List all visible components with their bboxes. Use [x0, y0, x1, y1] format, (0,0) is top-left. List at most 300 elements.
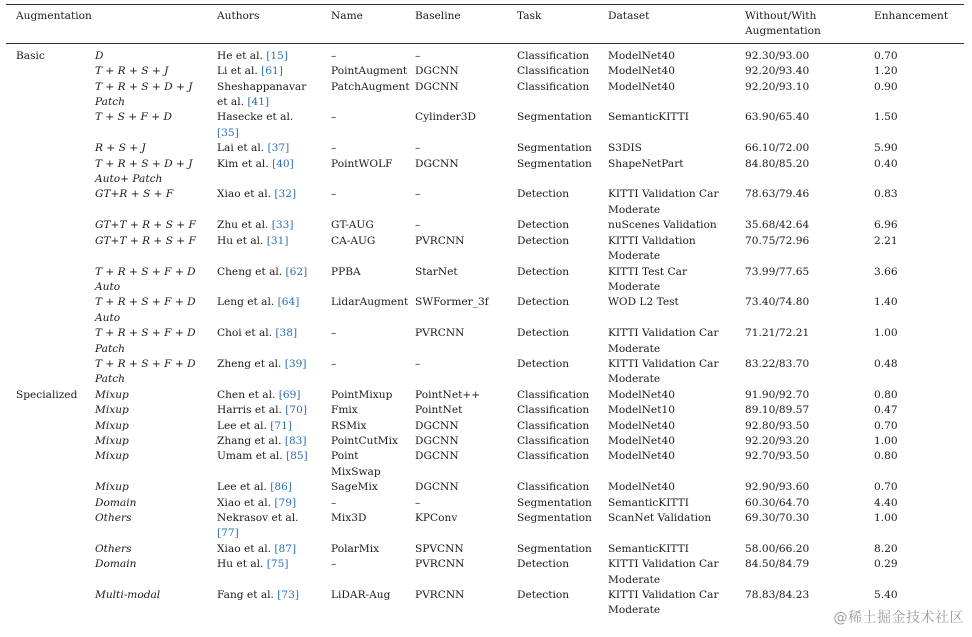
augmentation-cell: T + S + F + D — [95, 111, 173, 124]
baseline-cell: DGCNN — [415, 434, 459, 447]
method-name-cell: Mix3D — [331, 512, 367, 524]
method-name-cell: GT-AUG — [331, 219, 374, 232]
author-name: Lee et al. — [217, 481, 267, 494]
column-header — [85, 5, 207, 44]
table-row — [6, 326, 964, 357]
column-header: Without/With Augmentation — [735, 5, 864, 44]
task-cell: Detection — [517, 589, 570, 602]
category-cell — [6, 265, 85, 296]
category-cell — [6, 218, 85, 233]
table-row — [6, 449, 964, 480]
method-name-cell: PointWOLF — [331, 157, 393, 170]
without-with-cell: 35.68/42.64 — [745, 219, 810, 232]
method-name-cell: – — [331, 327, 337, 340]
task-cell: Segmentation — [517, 111, 592, 124]
table-row — [6, 588, 964, 619]
baseline-cell: – — [415, 142, 421, 155]
baseline-cell: DGCNN — [415, 65, 459, 78]
category-cell — [6, 449, 85, 480]
table-row — [6, 403, 964, 418]
dataset-cell: SemanticKITTI — [608, 111, 689, 124]
enhancement-cell: 0.29 — [874, 558, 898, 571]
without-with-cell: 60.30/64.70 — [745, 496, 810, 509]
enhancement-cell: 0.48 — [874, 357, 898, 370]
task-cell: Classification — [517, 404, 590, 417]
table-row — [6, 496, 964, 511]
without-with-cell: 71.21/72.21 — [745, 327, 810, 340]
augmentation-cell: Others — [95, 512, 132, 524]
augmentation-cell: T + R + S + D + J Patch — [95, 80, 193, 109]
enhancement-cell: 0.40 — [874, 157, 898, 170]
dataset-cell: KITTI Validation Car Moderate — [608, 357, 719, 386]
category-cell — [6, 141, 85, 156]
baseline-cell: – — [415, 188, 421, 201]
table-row — [6, 110, 964, 141]
author-cell — [207, 388, 321, 403]
author-name: Hu et al. — [217, 558, 264, 571]
task-cell: Segmentation — [517, 142, 592, 155]
enhancement-cell: 0.47 — [874, 404, 898, 417]
table-row — [6, 157, 964, 188]
enhancement-cell: 0.70 — [874, 49, 898, 62]
baseline-cell: PVRCNN — [415, 558, 465, 571]
citation-link[interactable]: [71] — [270, 419, 293, 432]
category-cell — [6, 64, 85, 79]
baseline-cell: DGCNN — [415, 481, 459, 494]
author-cell — [207, 80, 321, 111]
author-cell — [207, 43, 321, 64]
method-name-cell: – — [331, 49, 337, 62]
author-name: Xiao et al. — [217, 542, 271, 555]
task-cell: Classification — [517, 65, 590, 78]
author-cell — [207, 542, 321, 557]
category-cell — [6, 157, 85, 188]
method-name-cell: – — [331, 357, 337, 370]
dataset-cell: ModelNet40 — [608, 65, 675, 78]
category-cell — [6, 496, 85, 511]
category-cell — [6, 234, 85, 265]
method-name-cell: PointCutMix — [331, 434, 398, 447]
column-header: Task — [507, 5, 598, 44]
author-name: Sheshappanavar et al. — [217, 80, 307, 109]
enhancement-cell: 3.66 — [874, 265, 898, 278]
baseline-cell: – — [415, 49, 421, 62]
dataset-cell: KITTI Test Car Moderate — [608, 265, 688, 293]
task-cell: Detection — [517, 558, 570, 571]
augmentation-cell: T + R + S + F + D Patch — [95, 327, 196, 355]
without-with-cell: 92.80/93.50 — [745, 419, 810, 432]
augmentation-cell: GT+T + R + S + F — [95, 234, 196, 247]
enhancement-cell: 1.20 — [874, 65, 898, 78]
dataset-cell: KITTI Validation Moderate — [608, 234, 696, 263]
author-name: Umam et al. — [217, 450, 283, 463]
without-with-cell: 92.90/93.60 — [745, 481, 810, 494]
dataset-cell: KITTI Validation Car Moderate — [608, 188, 719, 216]
dataset-cell: ModelNet40 — [608, 419, 675, 432]
column-header: Augmentation — [6, 5, 85, 44]
method-name-cell: LiDAR-Aug — [331, 589, 391, 602]
augmentation-cell: T + R + S + J — [95, 65, 169, 78]
baseline-cell: SWFormer_3f — [415, 296, 489, 309]
author-name: Xiao et al. — [217, 188, 271, 201]
citation-link[interactable]: [75] — [266, 558, 289, 571]
author-cell — [207, 157, 321, 188]
table-row — [6, 295, 964, 326]
table-row — [6, 234, 964, 265]
task-cell: Detection — [517, 265, 570, 278]
citation-link[interactable]: [37] — [267, 142, 290, 155]
method-name-cell: LidarAugment — [331, 296, 409, 309]
author-name: Zhang et al. — [217, 434, 282, 447]
citation-link[interactable]: [39] — [284, 357, 307, 370]
category-cell — [6, 588, 85, 619]
without-with-cell: 84.80/85.20 — [745, 157, 810, 170]
dataset-cell: KITTI Validation Car Moderate — [608, 589, 719, 617]
dataset-cell: S3DIS — [608, 142, 642, 155]
citation-link[interactable]: [61] — [261, 65, 283, 78]
citation-link[interactable]: [15] — [266, 49, 288, 62]
task-cell: Detection — [517, 219, 570, 232]
task-cell: Classification — [517, 419, 590, 432]
without-with-cell: 91.90/92.70 — [745, 388, 810, 401]
author-name: Choi et al. — [217, 327, 273, 340]
table-row — [6, 43, 964, 64]
task-cell: Segmentation — [517, 496, 592, 509]
enhancement-cell: 2.21 — [874, 234, 898, 247]
enhancement-cell: 4.40 — [874, 496, 898, 509]
augmentation-cell: Mixup — [95, 419, 129, 432]
author-name: Chen et al. — [217, 388, 276, 401]
category-cell — [6, 187, 85, 218]
author-name: Kim et al. — [217, 157, 269, 170]
table-row — [6, 187, 964, 218]
enhancement-cell: 1.00 — [874, 327, 898, 340]
method-name-cell: CA-AUG — [331, 234, 376, 247]
without-with-cell: 73.99/77.65 — [745, 265, 810, 278]
category-cell — [6, 110, 85, 141]
author-cell — [207, 218, 321, 233]
category-cell — [6, 80, 85, 111]
without-with-cell: 83.22/83.70 — [745, 357, 810, 370]
augmentation-cell: GT+T + R + S + F — [95, 219, 196, 232]
baseline-cell: PointNet++ — [415, 388, 481, 401]
author-name: Nekrasov et al. — [217, 512, 299, 524]
without-with-cell: 92.20/93.40 — [745, 65, 810, 78]
augmentation-cell: Domain — [95, 558, 137, 571]
dataset-cell: SemanticKITTI — [608, 496, 689, 509]
table-row — [6, 511, 964, 542]
task-cell: Classification — [517, 49, 590, 62]
dataset-cell: KITTI Validation Car Moderate — [608, 327, 719, 355]
augmentation-cell: Mixup — [95, 434, 129, 447]
baseline-cell: DGCNN — [415, 80, 459, 93]
enhancement-cell: 8.20 — [874, 542, 898, 555]
author-cell — [207, 187, 321, 218]
augmentation-cell: Domain — [95, 496, 137, 509]
author-cell — [207, 357, 321, 388]
table-row — [6, 434, 964, 449]
category-cell — [6, 434, 85, 449]
dataset-cell: ModelNet40 — [608, 481, 675, 494]
enhancement-cell: 0.80 — [874, 388, 898, 401]
author-cell — [207, 419, 321, 434]
dataset-cell: ModelNet40 — [608, 80, 675, 93]
baseline-cell: – — [415, 219, 421, 232]
category-cell: Specialized — [16, 388, 78, 401]
baseline-cell: StarNet — [415, 265, 458, 278]
task-cell: Classification — [517, 434, 590, 447]
citation-link[interactable]: [83] — [284, 434, 307, 447]
table-row — [6, 388, 964, 403]
augmentation-table — [6, 4, 964, 619]
augmentation-cell: T + R + S + F + D Auto — [95, 296, 196, 324]
without-with-cell: 92.70/93.50 — [745, 450, 810, 463]
author-cell — [207, 511, 321, 542]
enhancement-cell: 0.83 — [874, 188, 898, 201]
author-name: Xiao et al. — [217, 496, 271, 509]
method-name-cell: SageMix — [331, 481, 378, 494]
method-name-cell: PointMixup — [331, 388, 393, 401]
without-with-cell: 78.63/79.46 — [745, 188, 810, 201]
task-cell: Classification — [517, 388, 590, 401]
enhancement-cell: 1.50 — [874, 111, 898, 124]
without-with-cell: 63.90/65.40 — [745, 111, 810, 124]
table-row — [6, 357, 964, 388]
augmentation-cell: Multi-modal — [95, 589, 161, 602]
baseline-cell: PVRCNN — [415, 589, 465, 602]
augmentation-cell: Mixup — [95, 450, 129, 463]
task-cell: Classification — [517, 80, 590, 93]
enhancement-cell: 0.90 — [874, 80, 898, 93]
category-cell — [6, 480, 85, 495]
task-cell: Detection — [517, 357, 570, 370]
dataset-cell: WOD L2 Test — [608, 296, 679, 309]
method-name-cell: PointAugment — [331, 65, 408, 78]
category-cell — [6, 295, 85, 326]
category-cell: Basic — [16, 49, 45, 62]
task-cell: Detection — [517, 188, 570, 201]
without-with-cell: 84.50/84.79 — [745, 558, 810, 571]
baseline-cell: DGCNN — [415, 157, 459, 170]
task-cell: Classification — [517, 481, 590, 494]
citation-link[interactable]: [73] — [277, 589, 300, 602]
category-cell — [6, 357, 85, 388]
author-cell — [207, 326, 321, 357]
without-with-cell: 66.10/72.00 — [745, 142, 810, 155]
author-name: Lai et al. — [217, 142, 265, 155]
method-name-cell: PolarMix — [331, 542, 380, 555]
method-name-cell: RSMix — [331, 419, 367, 432]
citation-link[interactable]: [40] — [272, 157, 294, 170]
dataset-cell: ShapeNetPart — [608, 157, 684, 170]
without-with-cell: 73.40/74.80 — [745, 296, 810, 309]
citation-link[interactable]: [87] — [274, 542, 297, 555]
author-cell — [207, 434, 321, 449]
author-cell — [207, 449, 321, 480]
column-header: Name — [321, 5, 405, 44]
augmentation-cell: Mixup — [95, 481, 129, 494]
dataset-cell: nuScenes Validation — [608, 219, 717, 232]
without-with-cell: 70.75/72.96 — [745, 234, 810, 247]
baseline-cell: PointNet — [415, 404, 463, 417]
enhancement-cell: 0.70 — [874, 481, 898, 494]
without-with-cell: 78.83/84.23 — [745, 589, 810, 602]
enhancement-cell: 1.40 — [874, 296, 898, 309]
table-row — [6, 64, 964, 79]
augmentation-cell: Mixup — [95, 388, 129, 401]
augmentation-cell: R + S + J — [95, 142, 146, 155]
method-name-cell: Point MixSwap — [331, 450, 381, 478]
author-cell — [207, 141, 321, 156]
author-cell — [207, 557, 321, 588]
citation-link[interactable]: [33] — [271, 219, 294, 232]
dataset-cell: SemanticKITTI — [608, 542, 689, 555]
author-cell — [207, 234, 321, 265]
citation-link[interactable]: [70] — [285, 404, 307, 417]
table-row — [6, 218, 964, 233]
citation-link[interactable]: [77] — [217, 527, 239, 540]
author-name: Lee et al. — [217, 419, 267, 432]
task-cell: Segmentation — [517, 542, 592, 555]
column-header: Baseline — [405, 5, 507, 44]
table-row — [6, 542, 964, 557]
table-row — [6, 557, 964, 588]
citation-link[interactable]: [86] — [270, 481, 293, 494]
watermark: @稀土掘金技术社区 — [833, 610, 964, 626]
method-name-cell: – — [331, 111, 337, 124]
table-row — [6, 141, 964, 156]
column-header: Enhancement — [864, 5, 964, 44]
without-with-cell: 92.30/93.00 — [745, 49, 810, 62]
dataset-cell: ModelNet40 — [608, 450, 675, 463]
augmentation-cell: GT+R + S + F — [95, 188, 174, 201]
category-cell — [6, 542, 85, 557]
baseline-cell: – — [415, 357, 421, 370]
author-name: Hasecke et al. — [217, 111, 294, 124]
augmentation-cell: T + R + S + D + J Auto+ Patch — [95, 157, 193, 186]
augmentation-cell: T + R + S + F + D Patch — [95, 357, 196, 386]
column-header: Authors — [207, 5, 321, 44]
enhancement-cell: 5.40 — [874, 589, 898, 602]
category-cell — [6, 557, 85, 588]
citation-link[interactable]: [62] — [285, 265, 308, 278]
baseline-cell: SPVCNN — [415, 542, 464, 555]
author-name: Hu et al. — [217, 234, 264, 247]
author-cell — [207, 496, 321, 511]
task-cell: Classification — [517, 450, 590, 463]
author-cell — [207, 64, 321, 79]
task-cell: Detection — [517, 234, 570, 247]
augmentation-cell: D — [95, 49, 104, 62]
enhancement-cell: 1.00 — [874, 512, 898, 524]
baseline-cell: DGCNN — [415, 419, 459, 432]
dataset-cell: ModelNet40 — [608, 49, 675, 62]
augmentation-cell: Mixup — [95, 404, 129, 417]
citation-link[interactable]: [32] — [274, 188, 297, 201]
method-name-cell: – — [331, 558, 337, 571]
without-with-cell: 89.10/89.57 — [745, 404, 810, 417]
without-with-cell: 58.00/66.20 — [745, 542, 810, 555]
baseline-cell: PVRCNN — [415, 234, 465, 247]
baseline-cell: KPConv — [415, 512, 458, 524]
method-name-cell: – — [331, 142, 337, 155]
column-header: Dataset — [598, 5, 735, 44]
citation-link[interactable]: [31] — [266, 234, 289, 247]
table-row — [6, 265, 964, 296]
author-name: Li et al. — [217, 65, 258, 78]
dataset-cell: ScanNet Validation — [608, 512, 712, 524]
author-name: Zhu et al. — [217, 219, 269, 232]
enhancement-cell: 1.00 — [874, 434, 898, 447]
author-name: Harris et al. — [217, 404, 282, 417]
author-cell — [207, 588, 321, 619]
category-cell — [6, 403, 85, 418]
augmentation-cell: Others — [95, 542, 132, 555]
baseline-cell: PVRCNN — [415, 327, 465, 340]
table-body — [6, 43, 964, 619]
author-cell — [207, 403, 321, 418]
category-cell — [6, 419, 85, 434]
table-header — [6, 5, 964, 44]
enhancement-cell: 0.80 — [874, 450, 898, 463]
author-name: Zheng et al. — [217, 357, 282, 370]
citation-link[interactable]: [69] — [278, 388, 301, 401]
author-cell — [207, 110, 321, 141]
enhancement-cell: 0.70 — [874, 419, 898, 432]
citation-link[interactable]: [79] — [274, 496, 297, 509]
without-with-cell: 69.30/70.30 — [745, 512, 810, 524]
author-name: Leng et al. — [217, 296, 275, 309]
enhancement-cell: 5.90 — [874, 142, 898, 155]
method-name-cell: Fmix — [331, 404, 358, 417]
author-cell — [207, 295, 321, 326]
baseline-cell: DGCNN — [415, 450, 459, 463]
task-cell: Segmentation — [517, 512, 592, 524]
citation-link[interactable]: [85] — [286, 450, 308, 463]
dataset-cell: ModelNet10 — [608, 404, 675, 417]
author-cell — [207, 480, 321, 495]
method-name-cell: PPBA — [331, 265, 361, 278]
author-cell — [207, 265, 321, 296]
header-row — [6, 5, 964, 44]
method-name-cell: – — [331, 496, 337, 509]
method-name-cell: – — [331, 188, 337, 201]
citation-link[interactable]: [41] — [247, 96, 270, 109]
dataset-cell: ModelNet40 — [608, 388, 675, 401]
citation-link[interactable]: [38] — [275, 327, 298, 340]
method-name-cell: PatchAugment — [331, 80, 410, 93]
table-row — [6, 419, 964, 434]
baseline-cell: Cylinder3D — [415, 111, 477, 124]
baseline-cell: – — [415, 496, 421, 509]
dataset-cell: KITTI Validation Car Moderate — [608, 558, 719, 586]
task-cell: Segmentation — [517, 157, 592, 170]
author-name: Cheng et al. — [217, 265, 283, 278]
without-with-cell: 92.20/93.10 — [745, 80, 810, 93]
table-row — [6, 480, 964, 495]
table-row — [6, 80, 964, 111]
citation-link[interactable]: [35] — [217, 126, 239, 139]
task-cell: Detection — [517, 327, 570, 340]
enhancement-cell: 6.96 — [874, 219, 898, 232]
citation-link[interactable]: [64] — [277, 296, 300, 309]
task-cell: Detection — [517, 296, 570, 309]
author-name: He et al. — [217, 49, 263, 62]
augmentation-cell: T + R + S + F + D Auto — [95, 265, 196, 293]
without-with-cell: 92.20/93.20 — [745, 434, 810, 447]
author-name: Fang et al. — [217, 589, 274, 602]
category-cell — [6, 326, 85, 357]
